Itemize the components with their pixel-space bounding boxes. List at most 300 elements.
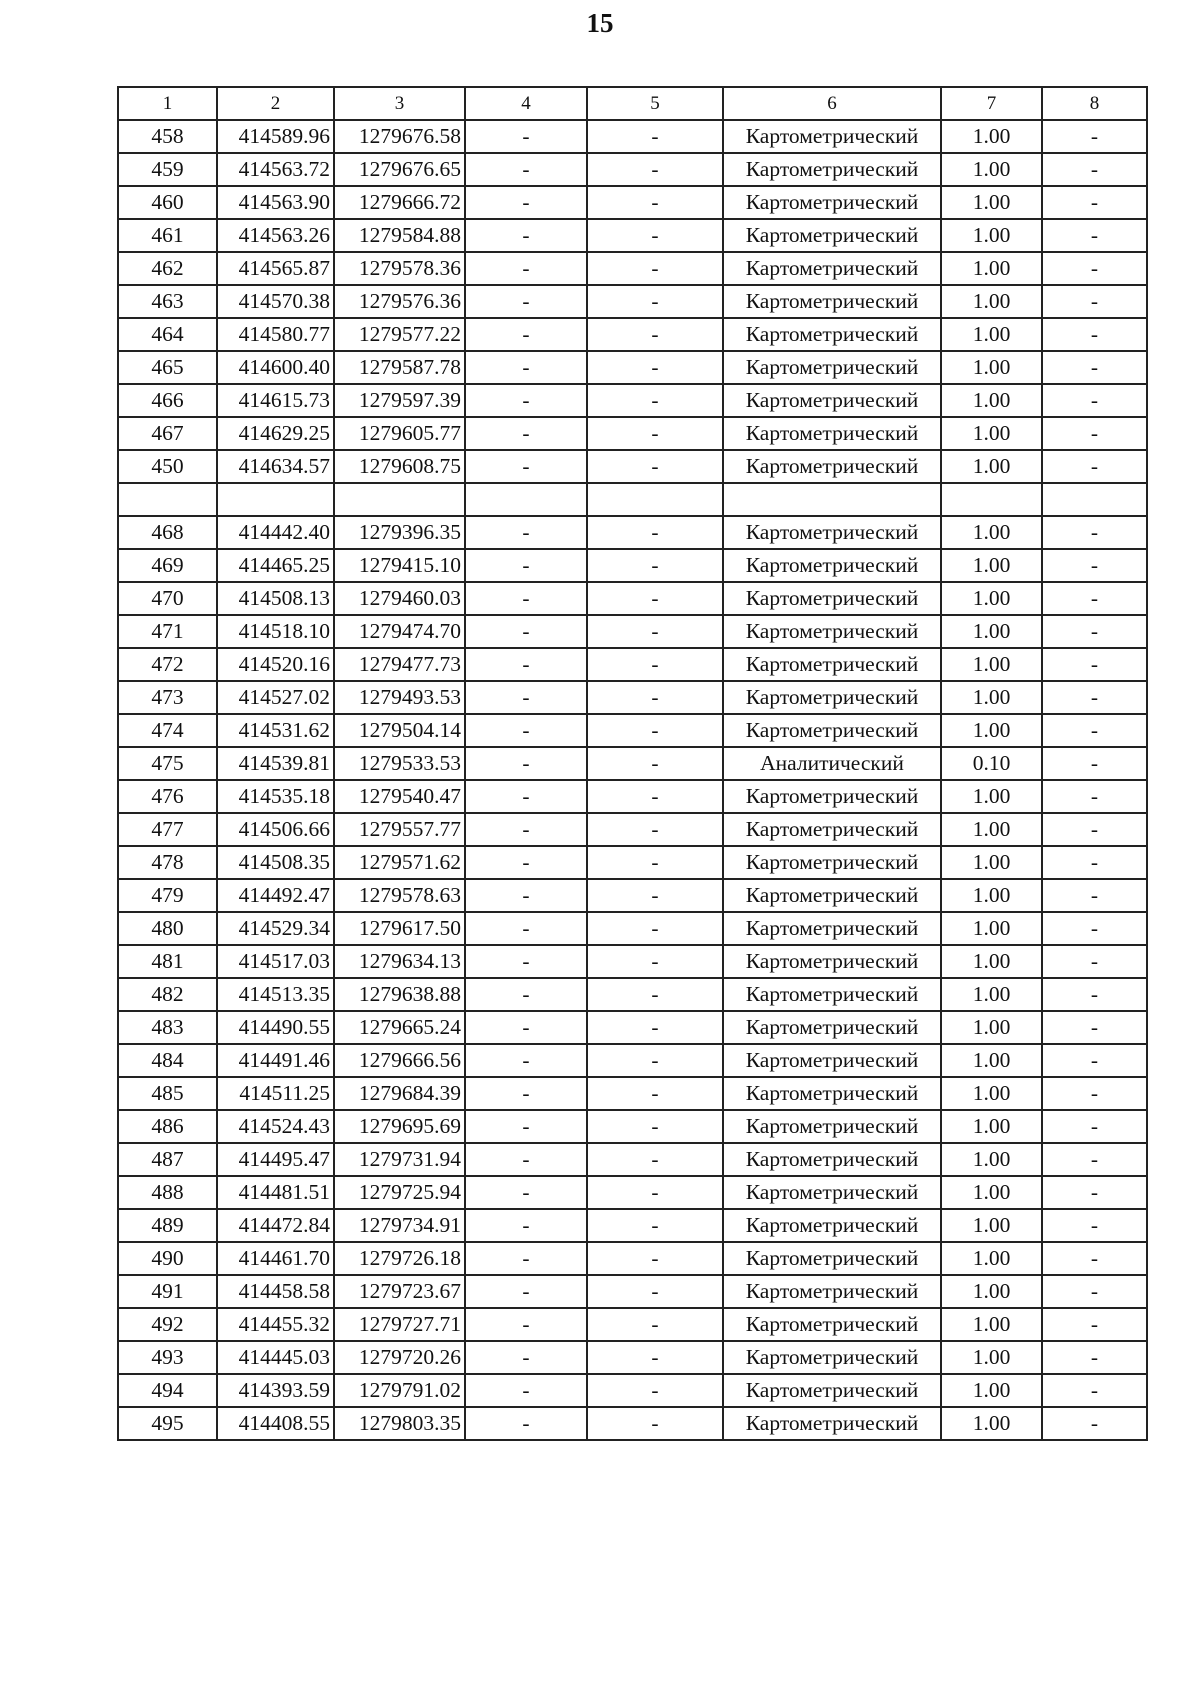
point-number-cell: 472 (118, 648, 217, 681)
method-cell: Картометрический (723, 219, 941, 252)
method-cell: Картометрический (723, 813, 941, 846)
column-8-cell: - (1042, 1407, 1147, 1440)
column-4-cell: - (465, 219, 587, 252)
column-5-cell: - (587, 1308, 723, 1341)
accuracy-cell: 1.00 (941, 153, 1042, 186)
column-5-cell: - (587, 978, 723, 1011)
accuracy-cell: 1.00 (941, 681, 1042, 714)
table-row (118, 450, 1147, 483)
column-5-cell (587, 483, 723, 516)
method-cell: Картометрический (723, 912, 941, 945)
column-8-cell: - (1042, 780, 1147, 813)
column-8-cell: - (1042, 813, 1147, 846)
method-cell: Картометрический (723, 1011, 941, 1044)
table-row (118, 945, 1147, 978)
table-row (118, 747, 1147, 780)
point-number-cell: 476 (118, 780, 217, 813)
table-row (118, 285, 1147, 318)
accuracy-cell: 1.00 (941, 615, 1042, 648)
method-cell: Картометрический (723, 153, 941, 186)
column-4-cell: - (465, 978, 587, 1011)
column-8-cell: - (1042, 1308, 1147, 1341)
accuracy-cell: 1.00 (941, 1209, 1042, 1242)
table-row (118, 549, 1147, 582)
point-number-cell: 479 (118, 879, 217, 912)
accuracy-cell: 1.00 (941, 879, 1042, 912)
column-5-cell: - (587, 1077, 723, 1110)
accuracy-cell: 1.00 (941, 1077, 1042, 1110)
column-4-cell: - (465, 1011, 587, 1044)
x-coordinate-cell: 414531.62 (217, 714, 334, 747)
method-cell: Картометрический (723, 1077, 941, 1110)
column-5-cell: - (587, 450, 723, 483)
column-header: 6 (723, 87, 941, 120)
column-8-cell: - (1042, 219, 1147, 252)
column-5-cell: - (587, 615, 723, 648)
column-8-cell: - (1042, 186, 1147, 219)
y-coordinate-cell: 1279617.50 (334, 912, 465, 945)
x-coordinate-cell: 414517.03 (217, 945, 334, 978)
table-row (118, 318, 1147, 351)
accuracy-cell: 1.00 (941, 285, 1042, 318)
point-number-cell: 482 (118, 978, 217, 1011)
y-coordinate-cell: 1279584.88 (334, 219, 465, 252)
y-coordinate-cell: 1279727.71 (334, 1308, 465, 1341)
y-coordinate-cell: 1279540.47 (334, 780, 465, 813)
table-header-row (118, 87, 1147, 120)
accuracy-cell: 1.00 (941, 1110, 1042, 1143)
column-8-cell: - (1042, 1209, 1147, 1242)
column-5-cell: - (587, 1209, 723, 1242)
y-coordinate-cell: 1279587.78 (334, 351, 465, 384)
column-8-cell: - (1042, 1143, 1147, 1176)
accuracy-cell: 1.00 (941, 1407, 1042, 1440)
method-cell: Картометрический (723, 1374, 941, 1407)
column-8-cell: - (1042, 912, 1147, 945)
accuracy-cell: 1.00 (941, 219, 1042, 252)
column-8-cell: - (1042, 879, 1147, 912)
method-cell: Картометрический (723, 450, 941, 483)
column-4-cell: - (465, 1407, 587, 1440)
method-cell: Картометрический (723, 1242, 941, 1275)
column-4-cell: - (465, 186, 587, 219)
method-cell: Картометрический (723, 1308, 941, 1341)
column-5-cell: - (587, 813, 723, 846)
column-4-cell: - (465, 912, 587, 945)
x-coordinate-cell: 414524.43 (217, 1110, 334, 1143)
column-8-cell: - (1042, 1011, 1147, 1044)
table-row (118, 1011, 1147, 1044)
column-5-cell: - (587, 1011, 723, 1044)
column-5-cell: - (587, 417, 723, 450)
table-row (118, 1308, 1147, 1341)
column-4-cell: - (465, 681, 587, 714)
x-coordinate-cell: 414490.55 (217, 1011, 334, 1044)
column-5-cell: - (587, 681, 723, 714)
column-4-cell: - (465, 813, 587, 846)
column-4-cell: - (465, 549, 587, 582)
column-4-cell: - (465, 648, 587, 681)
table-row (118, 1407, 1147, 1440)
point-number-cell: 474 (118, 714, 217, 747)
y-coordinate-cell: 1279396.35 (334, 516, 465, 549)
point-number-cell: 461 (118, 219, 217, 252)
y-coordinate-cell: 1279666.56 (334, 1044, 465, 1077)
y-coordinate-cell: 1279666.72 (334, 186, 465, 219)
point-number-cell: 467 (118, 417, 217, 450)
column-5-cell: - (587, 747, 723, 780)
method-cell: Картометрический (723, 648, 941, 681)
point-number-cell: 478 (118, 846, 217, 879)
column-8-cell: - (1042, 1176, 1147, 1209)
column-5-cell: - (587, 714, 723, 747)
point-number-cell: 493 (118, 1341, 217, 1374)
column-4-cell: - (465, 582, 587, 615)
column-8-cell: - (1042, 252, 1147, 285)
column-4-cell: - (465, 1308, 587, 1341)
x-coordinate-cell: 414458.58 (217, 1275, 334, 1308)
column-8-cell: - (1042, 384, 1147, 417)
accuracy-cell: 1.00 (941, 1044, 1042, 1077)
method-cell: Картометрический (723, 1110, 941, 1143)
column-5-cell: - (587, 1407, 723, 1440)
column-8-cell: - (1042, 549, 1147, 582)
column-8-cell: - (1042, 120, 1147, 153)
column-4-cell: - (465, 384, 587, 417)
column-5-cell: - (587, 318, 723, 351)
y-coordinate-cell: 1279725.94 (334, 1176, 465, 1209)
column-4-cell: - (465, 1209, 587, 1242)
point-number-cell: 488 (118, 1176, 217, 1209)
point-number-cell: 494 (118, 1374, 217, 1407)
method-cell: Картометрический (723, 714, 941, 747)
table-row (118, 912, 1147, 945)
column-4-cell: - (465, 1110, 587, 1143)
x-coordinate-cell: 414563.90 (217, 186, 334, 219)
x-coordinate-cell: 414408.55 (217, 1407, 334, 1440)
y-coordinate-cell: 1279634.13 (334, 945, 465, 978)
x-coordinate-cell: 414455.32 (217, 1308, 334, 1341)
x-coordinate-cell: 414481.51 (217, 1176, 334, 1209)
column-8-cell: - (1042, 945, 1147, 978)
accuracy-cell: 1.00 (941, 516, 1042, 549)
x-coordinate-cell: 414535.18 (217, 780, 334, 813)
x-coordinate-cell: 414634.57 (217, 450, 334, 483)
y-coordinate-cell: 1279576.36 (334, 285, 465, 318)
point-number-cell: 486 (118, 1110, 217, 1143)
x-coordinate-cell: 414527.02 (217, 681, 334, 714)
y-coordinate-cell: 1279460.03 (334, 582, 465, 615)
column-5-cell: - (587, 120, 723, 153)
point-number-cell: 460 (118, 186, 217, 219)
point-number-cell: 469 (118, 549, 217, 582)
y-coordinate-cell: 1279578.63 (334, 879, 465, 912)
table-row (118, 813, 1147, 846)
method-cell: Картометрический (723, 681, 941, 714)
table-row (118, 681, 1147, 714)
column-4-cell: - (465, 879, 587, 912)
column-5-cell: - (587, 1242, 723, 1275)
column-8-cell: - (1042, 153, 1147, 186)
column-8-cell: - (1042, 648, 1147, 681)
y-coordinate-cell: 1279734.91 (334, 1209, 465, 1242)
x-coordinate-cell: 414520.16 (217, 648, 334, 681)
coordinates-table (117, 86, 1148, 1441)
method-cell: Картометрический (723, 417, 941, 450)
x-coordinate-cell: 414563.26 (217, 219, 334, 252)
y-coordinate-cell: 1279571.62 (334, 846, 465, 879)
method-cell: Картометрический (723, 285, 941, 318)
table-row (118, 384, 1147, 417)
column-header: 2 (217, 87, 334, 120)
point-number-cell: 462 (118, 252, 217, 285)
column-8-cell: - (1042, 582, 1147, 615)
accuracy-cell: 1.00 (941, 252, 1042, 285)
column-4-cell: - (465, 1044, 587, 1077)
table-row (118, 714, 1147, 747)
table-row (118, 978, 1147, 1011)
x-coordinate-cell: 414513.35 (217, 978, 334, 1011)
method-cell: Аналитический (723, 747, 941, 780)
method-cell: Картометрический (723, 318, 941, 351)
method-cell: Картометрический (723, 1044, 941, 1077)
column-5-cell: - (587, 582, 723, 615)
column-5-cell: - (587, 384, 723, 417)
method-cell: Картометрический (723, 1275, 941, 1308)
table-row (118, 516, 1147, 549)
column-5-cell: - (587, 648, 723, 681)
point-number-cell: 466 (118, 384, 217, 417)
y-coordinate-cell: 1279720.26 (334, 1341, 465, 1374)
column-5-cell: - (587, 516, 723, 549)
column-8-cell: - (1042, 318, 1147, 351)
method-cell: Картометрический (723, 1209, 941, 1242)
y-coordinate-cell: 1279578.36 (334, 252, 465, 285)
x-coordinate-cell: 414518.10 (217, 615, 334, 648)
method-cell: Картометрический (723, 780, 941, 813)
method-cell: Картометрический (723, 879, 941, 912)
table-row (118, 1110, 1147, 1143)
point-number-cell: 477 (118, 813, 217, 846)
column-5-cell: - (587, 1143, 723, 1176)
table-row (118, 780, 1147, 813)
accuracy-cell: 1.00 (941, 318, 1042, 351)
column-8-cell: - (1042, 846, 1147, 879)
x-coordinate-cell: 414529.34 (217, 912, 334, 945)
column-header: 8 (1042, 87, 1147, 120)
table-row (118, 1341, 1147, 1374)
point-number-cell: 481 (118, 945, 217, 978)
column-4-cell (465, 483, 587, 516)
method-cell: Картометрический (723, 978, 941, 1011)
point-number-cell: 450 (118, 450, 217, 483)
column-5-cell: - (587, 1374, 723, 1407)
column-4-cell: - (465, 1242, 587, 1275)
y-coordinate-cell: 1279557.77 (334, 813, 465, 846)
point-number-cell (118, 483, 217, 516)
column-5-cell: - (587, 780, 723, 813)
column-4-cell: - (465, 780, 587, 813)
point-number-cell: 491 (118, 1275, 217, 1308)
table-row (118, 1077, 1147, 1110)
column-4-cell: - (465, 945, 587, 978)
accuracy-cell: 1.00 (941, 120, 1042, 153)
x-coordinate-cell: 414580.77 (217, 318, 334, 351)
method-cell: Картометрический (723, 120, 941, 153)
column-4-cell: - (465, 318, 587, 351)
column-8-cell: - (1042, 1077, 1147, 1110)
column-4-cell: - (465, 747, 587, 780)
y-coordinate-cell: 1279791.02 (334, 1374, 465, 1407)
x-coordinate-cell: 414465.25 (217, 549, 334, 582)
table-row (118, 846, 1147, 879)
column-5-cell: - (587, 1176, 723, 1209)
y-coordinate-cell: 1279803.35 (334, 1407, 465, 1440)
column-5-cell: - (587, 186, 723, 219)
y-coordinate-cell (334, 483, 465, 516)
table-row (118, 417, 1147, 450)
x-coordinate-cell: 414629.25 (217, 417, 334, 450)
table-body (118, 120, 1147, 1440)
column-4-cell: - (465, 1077, 587, 1110)
x-coordinate-cell: 414563.72 (217, 153, 334, 186)
column-4-cell: - (465, 285, 587, 318)
x-coordinate-cell: 414589.96 (217, 120, 334, 153)
accuracy-cell: 1.00 (941, 1011, 1042, 1044)
method-cell: Картометрический (723, 1407, 941, 1440)
accuracy-cell: 1.00 (941, 186, 1042, 219)
point-number-cell: 465 (118, 351, 217, 384)
column-8-cell: - (1042, 747, 1147, 780)
column-4-cell: - (465, 417, 587, 450)
column-8-cell: - (1042, 1374, 1147, 1407)
column-4-cell: - (465, 120, 587, 153)
column-header: 4 (465, 87, 587, 120)
accuracy-cell: 1.00 (941, 780, 1042, 813)
table-row (118, 1242, 1147, 1275)
y-coordinate-cell: 1279638.88 (334, 978, 465, 1011)
y-coordinate-cell: 1279676.65 (334, 153, 465, 186)
column-5-cell: - (587, 285, 723, 318)
point-number-cell: 484 (118, 1044, 217, 1077)
y-coordinate-cell: 1279684.39 (334, 1077, 465, 1110)
column-4-cell: - (465, 846, 587, 879)
table-row (118, 648, 1147, 681)
column-5-cell: - (587, 846, 723, 879)
point-number-cell: 475 (118, 747, 217, 780)
x-coordinate-cell: 414506.66 (217, 813, 334, 846)
column-header: 1 (118, 87, 217, 120)
table-row (118, 879, 1147, 912)
column-5-cell: - (587, 219, 723, 252)
column-4-cell: - (465, 714, 587, 747)
accuracy-cell: 1.00 (941, 978, 1042, 1011)
column-8-cell: - (1042, 1110, 1147, 1143)
column-4-cell: - (465, 450, 587, 483)
y-coordinate-cell: 1279415.10 (334, 549, 465, 582)
accuracy-cell: 1.00 (941, 1143, 1042, 1176)
y-coordinate-cell: 1279726.18 (334, 1242, 465, 1275)
table-row (118, 351, 1147, 384)
table-row (118, 120, 1147, 153)
y-coordinate-cell: 1279477.73 (334, 648, 465, 681)
column-4-cell: - (465, 252, 587, 285)
x-coordinate-cell (217, 483, 334, 516)
x-coordinate-cell: 414472.84 (217, 1209, 334, 1242)
method-cell: Картометрический (723, 516, 941, 549)
point-number-cell: 458 (118, 120, 217, 153)
column-8-cell (1042, 483, 1147, 516)
point-number-cell: 490 (118, 1242, 217, 1275)
column-5-cell: - (587, 1110, 723, 1143)
x-coordinate-cell: 414442.40 (217, 516, 334, 549)
x-coordinate-cell: 414600.40 (217, 351, 334, 384)
column-8-cell: - (1042, 450, 1147, 483)
table-row (118, 1176, 1147, 1209)
method-cell: Картометрический (723, 945, 941, 978)
column-8-cell: - (1042, 417, 1147, 450)
point-number-cell: 471 (118, 615, 217, 648)
y-coordinate-cell: 1279723.67 (334, 1275, 465, 1308)
x-coordinate-cell: 414508.35 (217, 846, 334, 879)
method-cell: Картометрический (723, 384, 941, 417)
accuracy-cell: 1.00 (941, 945, 1042, 978)
method-cell: Картометрический (723, 1341, 941, 1374)
y-coordinate-cell: 1279474.70 (334, 615, 465, 648)
point-number-cell: 492 (118, 1308, 217, 1341)
column-5-cell: - (587, 1275, 723, 1308)
column-8-cell: - (1042, 1275, 1147, 1308)
column-8-cell: - (1042, 714, 1147, 747)
column-4-cell: - (465, 1143, 587, 1176)
method-cell: Картометрический (723, 582, 941, 615)
page-number: 15 (586, 8, 614, 38)
table-row (118, 1209, 1147, 1242)
column-8-cell: - (1042, 615, 1147, 648)
column-5-cell: - (587, 153, 723, 186)
point-number-cell: 489 (118, 1209, 217, 1242)
column-5-cell: - (587, 879, 723, 912)
y-coordinate-cell: 1279533.53 (334, 747, 465, 780)
accuracy-cell: 1.00 (941, 1242, 1042, 1275)
column-5-cell: - (587, 1341, 723, 1374)
column-8-cell: - (1042, 1341, 1147, 1374)
method-cell: Картометрический (723, 1143, 941, 1176)
column-8-cell: - (1042, 516, 1147, 549)
method-cell: Картометрический (723, 252, 941, 285)
x-coordinate-cell: 414539.81 (217, 747, 334, 780)
accuracy-cell: 1.00 (941, 813, 1042, 846)
point-number-cell: 480 (118, 912, 217, 945)
point-number-cell: 463 (118, 285, 217, 318)
method-cell: Картометрический (723, 615, 941, 648)
y-coordinate-cell: 1279731.94 (334, 1143, 465, 1176)
table-row (118, 1275, 1147, 1308)
point-number-cell: 464 (118, 318, 217, 351)
accuracy-cell: 1.00 (941, 912, 1042, 945)
point-number-cell: 470 (118, 582, 217, 615)
point-number-cell: 485 (118, 1077, 217, 1110)
x-coordinate-cell: 414511.25 (217, 1077, 334, 1110)
accuracy-cell: 1.00 (941, 351, 1042, 384)
column-8-cell: - (1042, 285, 1147, 318)
table-row (118, 1143, 1147, 1176)
accuracy-cell: 1.00 (941, 1308, 1042, 1341)
column-5-cell: - (587, 1044, 723, 1077)
column-8-cell: - (1042, 1242, 1147, 1275)
point-number-cell: 483 (118, 1011, 217, 1044)
column-5-cell: - (587, 351, 723, 384)
